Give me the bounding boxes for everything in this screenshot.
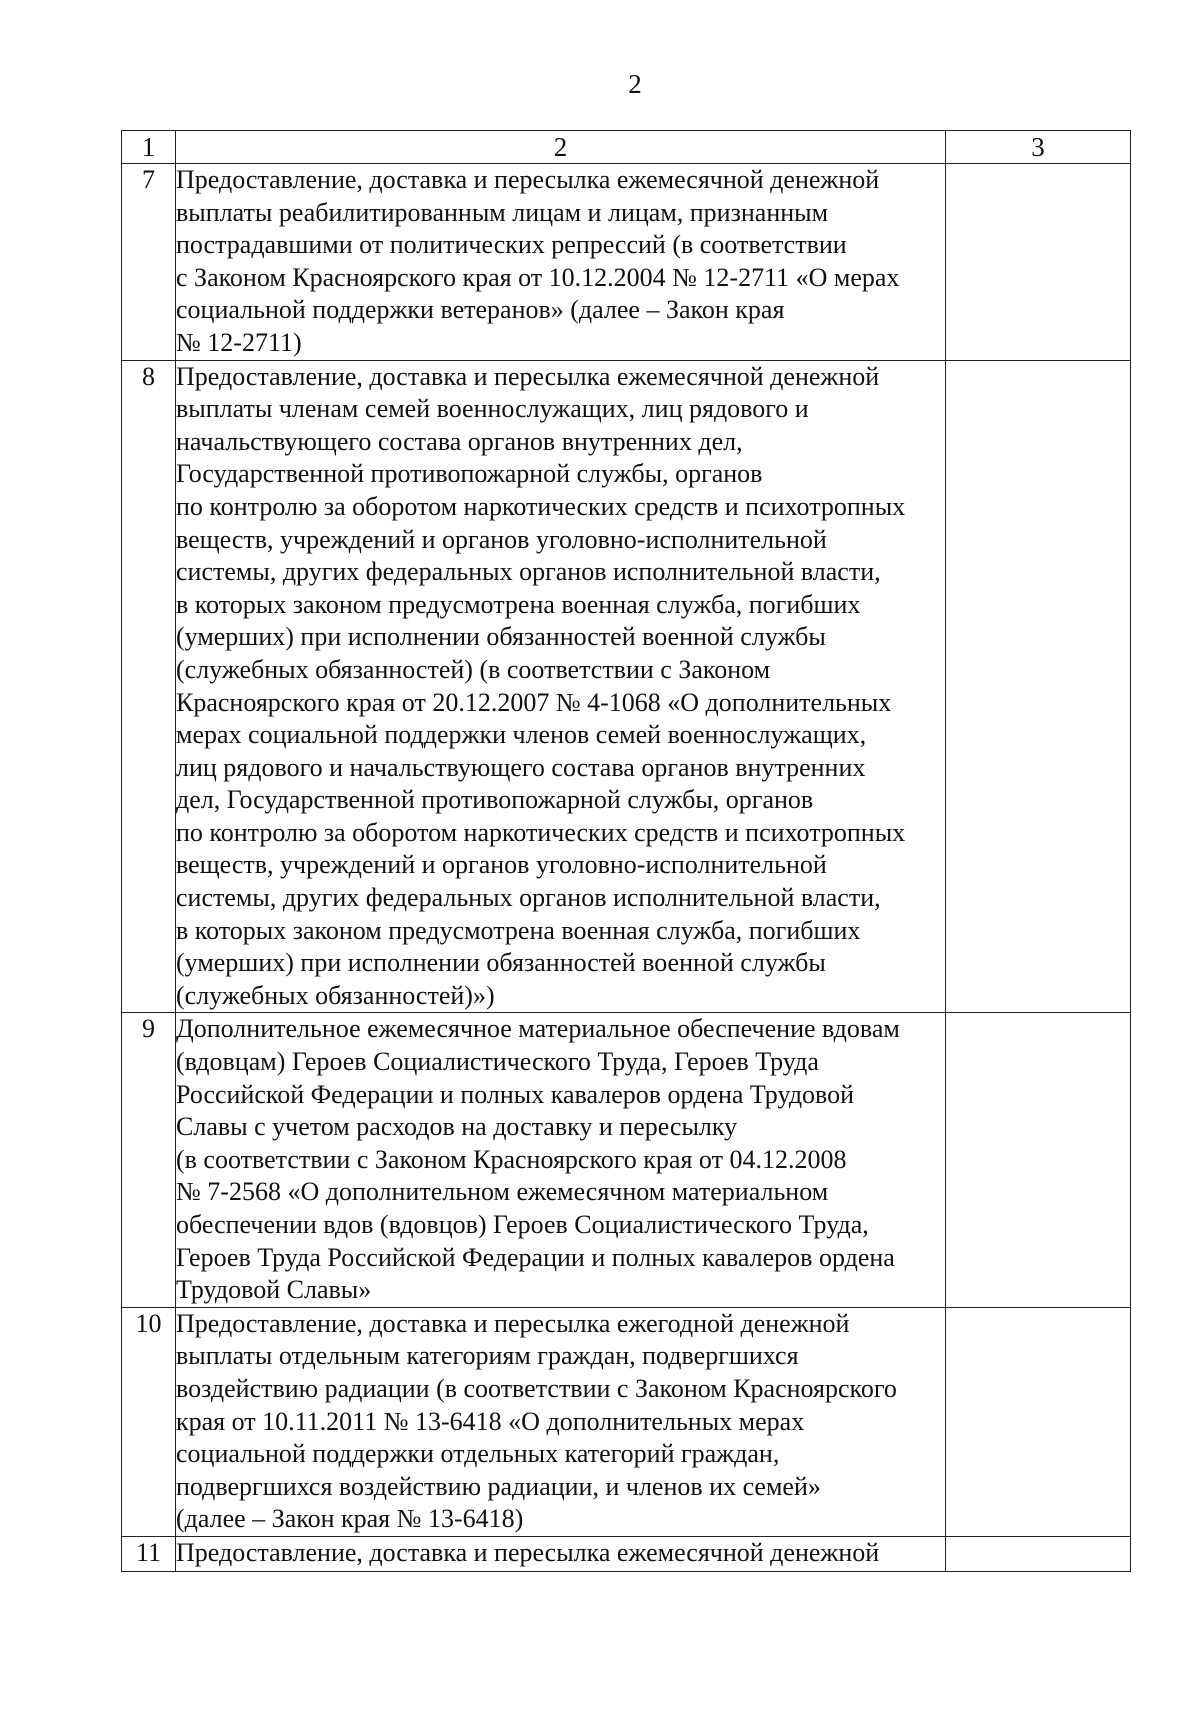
row-number: 9 [122, 1013, 176, 1307]
table-header-row [122, 131, 1131, 164]
row-description: Предоставление, доставка и пересылка ежемесячной денежной выплаты реабилитированным лицам и лицам, признанным пострадавшими от политических репрессий (в соответствии с Законом Красноярского края от 10.12.2004 № 12-2711 «О мерах социальной поддержки ветеранов» (далее – Закон края № 12-2711) [176, 164, 946, 361]
table-row [122, 1307, 1131, 1536]
row-number: 10 [122, 1307, 176, 1536]
row-number: 8 [122, 360, 176, 1013]
row-description: Предоставление, доставка и пересылка ежемесячной денежной [176, 1536, 946, 1571]
row-number: 7 [122, 164, 176, 361]
column-header-2: 2 [176, 131, 946, 164]
row-description: Предоставление, доставка и пересылка ежегодной денежной выплаты отдельным категориям граждан, подвергшихся воздействию радиации (в соответствии с Законом Красноярского края от 10.11.2011 № 13-6418 «О дополнительных мерах социальной поддержки отдельных категорий граждан, подвергшихся воздействию радиации, и членов их семей» (далее – Закон края № 13-6418) [176, 1307, 946, 1536]
row-col3 [946, 1536, 1131, 1571]
document-table [121, 130, 1131, 1572]
table-row [122, 164, 1131, 361]
row-description: Дополнительное ежемесячное материальное обеспечение вдовам (вдовцам) Героев Социалистического Труда, Героев Труда Российской Федерации и полных кавалеров ордена Трудовой Славы с учетом расходов на доставку и пересылку (в соответствии с Законом Красноярского края от 04.12.2008 № 7-2568 «О дополнительном ежемесячном материальном обеспечении вдов (вдовцов) Героев Социалистического Труда, Героев Труда Российской Федерации и полных кавалеров ордена Трудовой Славы» [176, 1013, 946, 1307]
table-row [122, 1013, 1131, 1307]
page-number: 2 [628, 69, 642, 99]
row-col3 [946, 1013, 1131, 1307]
table-row [122, 1536, 1131, 1571]
row-col3 [946, 1307, 1131, 1536]
row-col3 [946, 360, 1131, 1013]
column-header-3: 3 [946, 131, 1131, 164]
row-number: 11 [122, 1536, 176, 1571]
row-description: Предоставление, доставка и пересылка ежемесячной денежной выплаты членам семей военнослужащих, лиц рядового и начальствующего состава органов внутренних дел, Государственной противопожарной службы, органов по контролю за оборотом наркотических средств и психотропных веществ, учреждений и органов уголовно-исполнительной системы, других федеральных органов исполнительной власти, в которых законом предусмотрена военная служба, погибших (умерших) при исполнении обязанностей военной службы (служебных обязанностей) (в соответствии с Законом Красноярского края от 20.12.2007 № 4-1068 «О дополнительных мерах социальной поддержки членов семей военнослужащих, лиц рядового и начальствующего состава органов внутренних дел, Государственной противопожарной службы, органов по контролю за оборотом наркотических средств и психотропных веществ, учреждений и органов уголовно-исполнительной системы, других федеральных органов исполнительной власти, в которых законом предусмотрена военная служба, погибших (умерших) при исполнении обязанностей военной службы (служебных обязанностей)») [176, 360, 946, 1013]
row-col3 [946, 164, 1131, 361]
table-row [122, 360, 1131, 1013]
column-header-1: 1 [122, 131, 176, 164]
